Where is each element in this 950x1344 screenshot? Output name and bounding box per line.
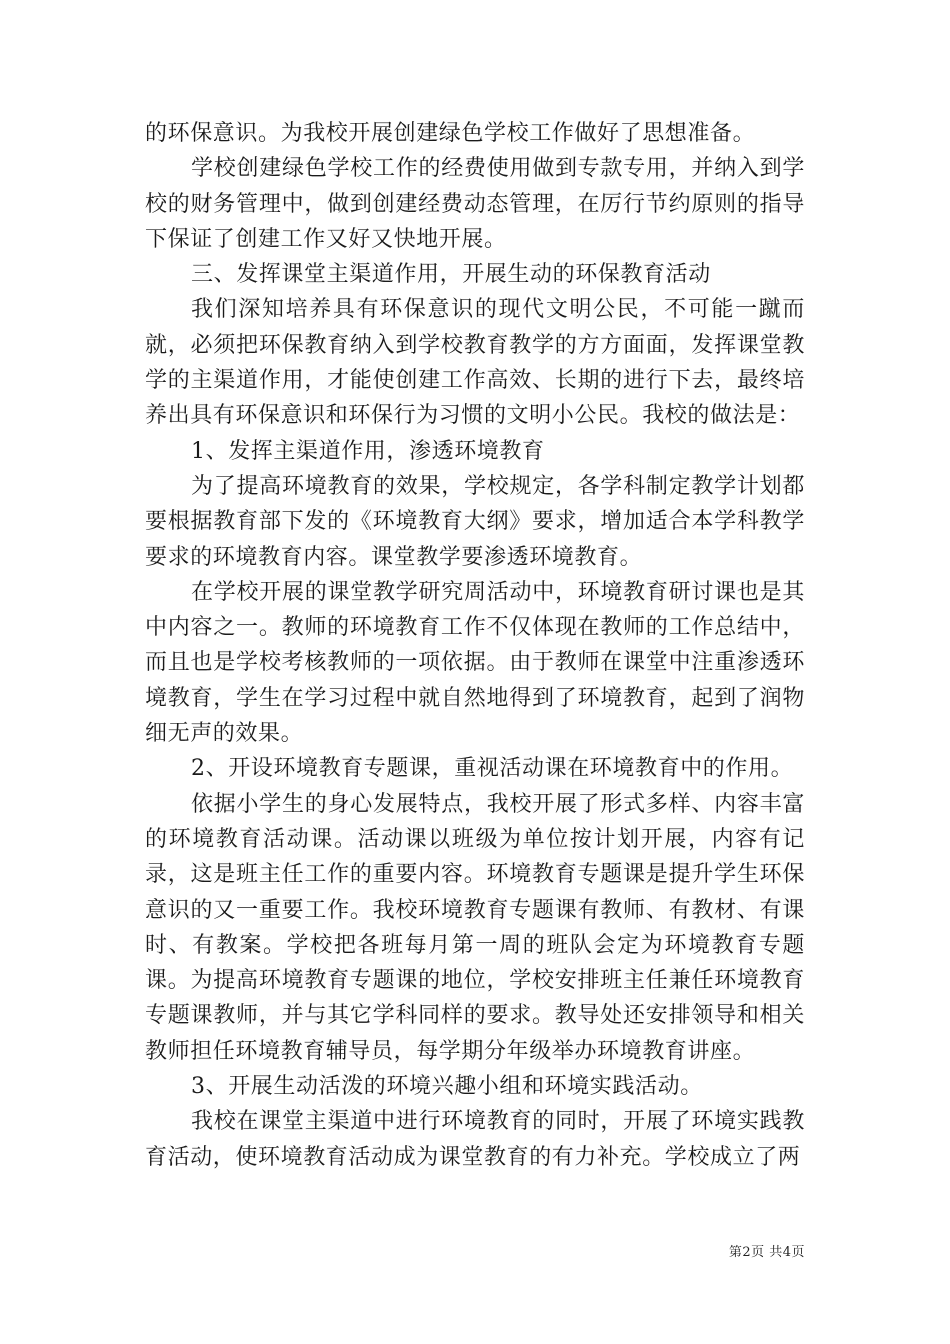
- document-body: [145, 116, 805, 1175]
- paragraph-4: 我们深知培养具有环保意识的现代文明公民，不可能一蹴而就，必须把环保教育纳入到学校教育教学的方方面面，发挥课堂教学的主渠道作用，才能使创建工作高效、长期的进行下去，最终培养出具有环保意识和环保行为习惯的文明小公民。我校的做法是：: [145, 297, 805, 429]
- paragraph-7: 在学校开展的课堂教学研究周活动中，环境教育研讨课也是其中内容之一。教师的环境教育工作不仅体现在教师的工作总结中，而且也是学校考核教师的一项依据。由于教师在课堂中注重渗透环境教育，学生在学习过程中就自然地得到了环境教育，起到了润物细无声的效果。: [145, 579, 805, 747]
- paragraph-2: 学校创建绿色学校工作的经费使用做到专款专用，并纳入到学校的财务管理中，做到创建经费动态管理，在厉行节约原则的指导下保证了创建工作又好又快地开展。: [145, 156, 805, 252]
- subheading-2: 2、开设环境教育专题课，重视活动课在环境教育中的作用。: [191, 756, 794, 782]
- subheading-3: 3、开展生动活泼的环境兴趣小组和环境实践活动。: [191, 1074, 703, 1100]
- page-number-footer: 第2页 共4页: [728, 1245, 805, 1260]
- section-heading-3: 三、发挥课堂主渠道作用，开展生动的环保教育活动: [191, 262, 711, 288]
- paragraph-9: 依据小学生的身心发展特点，我校开展了形式多样、内容丰富的环境教育活动课。活动课以班级为单位按计划开展，内容有记录，这是班主任工作的重要内容。环境教育专题课是提升学生环保意识的又一重要工作。我校环境教育专题课有教师、有教材、有课时、有教案。学校把各班每月第一周的班队会定为环境教育专题课。为提高环境教育专题课的地位，学校安排班主任兼任环境教育专题课教师，并与其它学科同样的要求。教导处还安排领导和相关教师担任环境教育辅导员，每学期分年级举办环境教育讲座。: [145, 791, 805, 1064]
- subheading-1: 1、发挥主渠道作用，渗透环境教育: [191, 438, 545, 464]
- paragraph-6: 为了提高环境教育的效果，学校规定，各学科制定教学计划都要根据教育部下发的《环境教育大纲》要求，增加适合本学科教学要求的环境教育内容。课堂教学要渗透环境教育。: [145, 473, 805, 570]
- paragraph-1: 的环保意识。为我校开展创建绿色学校工作做好了思想准备。: [145, 121, 756, 146]
- paragraph-11: 我校在课堂主渠道中进行环境教育的同时，开展了环境实践教育活动，使环境教育活动成为课堂教育的有力补充。学校成立了两: [145, 1109, 805, 1170]
